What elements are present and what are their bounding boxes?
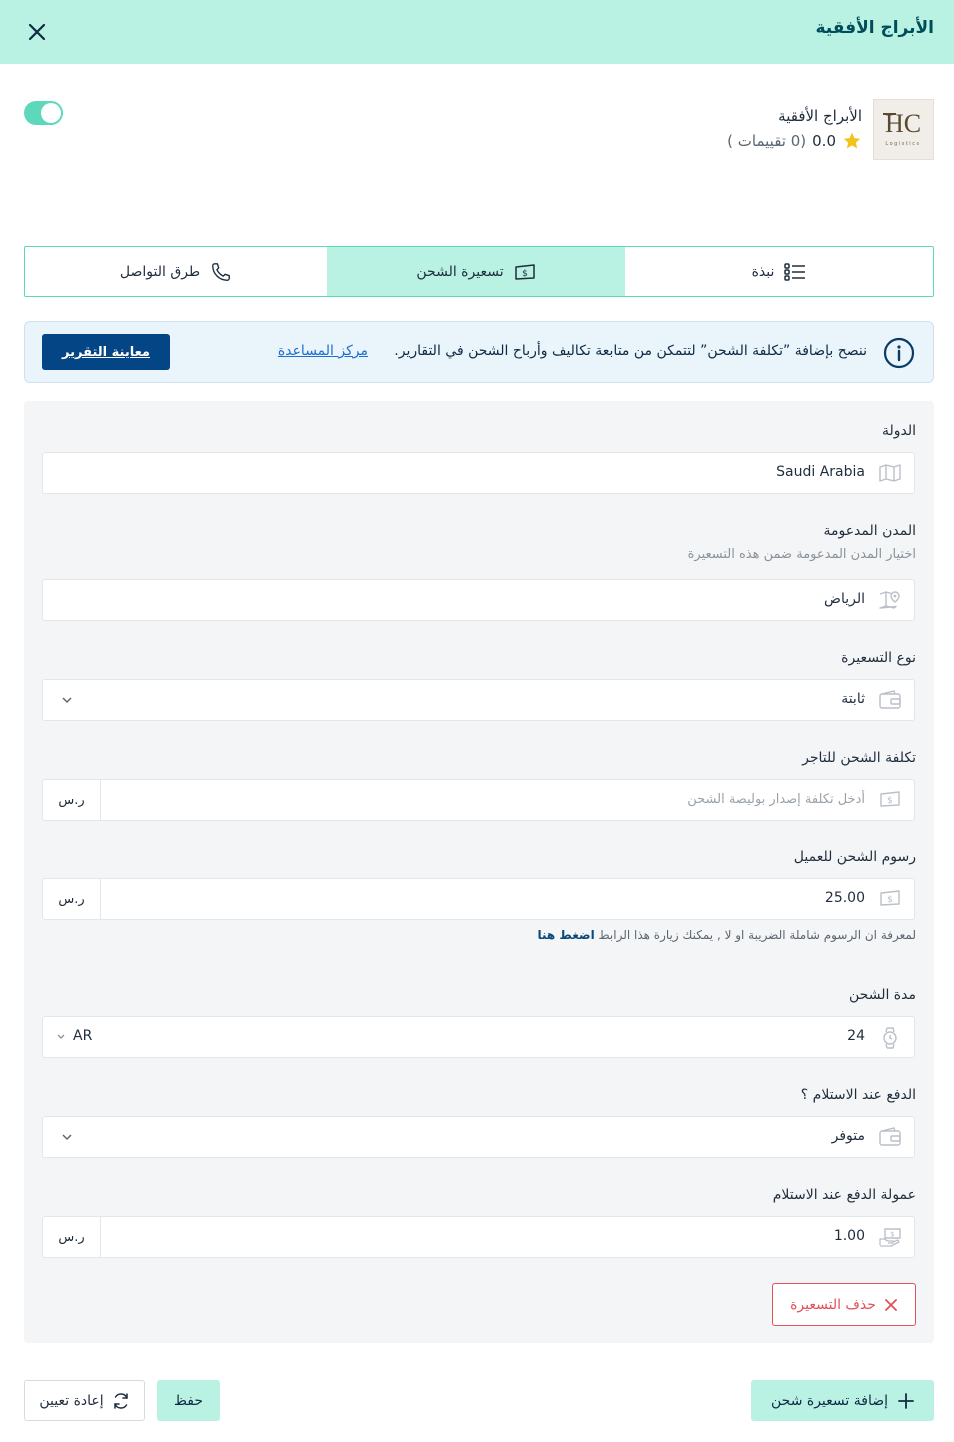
tax-note-link[interactable]: اضغط هنا — [537, 928, 595, 942]
wallet-icon — [879, 690, 901, 710]
wallet-icon — [879, 1127, 901, 1147]
pricing-type-select[interactable] — [42, 679, 915, 721]
customer-fee-input[interactable] — [42, 878, 915, 920]
modal-title: الأبراج الأفقية — [815, 18, 934, 38]
tab-about[interactable] — [625, 247, 933, 296]
cod-fee-label: عمولة الدفع عند الاستلام — [772, 1187, 916, 1203]
merchant-cost-label: تكلفة الشحن للتاجر — [802, 750, 916, 766]
cities-hint: اختيار المدن المدعومة ضمن هذه التسعيرة — [687, 547, 916, 562]
cod-fee-input[interactable] — [42, 1216, 915, 1258]
cod-fee-value: 1.00 — [833, 1228, 865, 1244]
cash-hand-icon — [879, 1227, 901, 1247]
svg-text:$: $ — [890, 1230, 895, 1239]
pricing-type-label: نوع التسعيرة — [841, 650, 916, 666]
svg-text:HC: HC — [884, 109, 922, 138]
add-shipping-pricing-button[interactable] — [751, 1380, 934, 1421]
rating-count: (0 تقييمات ) — [727, 132, 807, 150]
watch-icon — [879, 1027, 901, 1049]
money-icon — [879, 889, 901, 907]
cod-value: متوفر — [831, 1128, 865, 1144]
plus-icon — [898, 1393, 914, 1409]
cod-label: الدفع عند الاستلام ؟ — [800, 1087, 916, 1103]
duration-label: مدة الشحن — [849, 987, 916, 1003]
svg-text:$: $ — [887, 796, 893, 806]
save-button[interactable]: حفظ — [157, 1380, 220, 1421]
currency-suffix: ر.س — [43, 879, 101, 919]
cities-field[interactable] — [42, 579, 915, 621]
provider-enabled-toggle[interactable] — [24, 101, 63, 125]
toggle-knob — [41, 103, 61, 123]
duration-unit[interactable]: AR — [73, 1028, 93, 1044]
add-shipping-pricing-label: إضافة تسعيرة شحن — [771, 1392, 888, 1409]
currency-suffix: ر.س — [43, 1217, 101, 1257]
svg-text:$: $ — [887, 895, 893, 905]
pricing-type-value: ثابتة — [841, 691, 865, 707]
country-field[interactable] — [42, 452, 915, 494]
close-icon — [884, 1298, 898, 1312]
preview-report-button[interactable]: معاينة التقرير — [42, 334, 170, 370]
tab-about-label: نبذة — [751, 263, 775, 280]
map-icon — [879, 463, 901, 483]
star-icon — [842, 131, 862, 151]
close-icon — [24, 19, 50, 45]
map-pin-icon — [879, 590, 901, 610]
merchant-cost-input[interactable] — [42, 779, 915, 821]
svg-text:Logistics: Logistics — [885, 141, 921, 147]
refresh-icon — [112, 1392, 130, 1410]
country-label: الدولة — [881, 423, 916, 439]
tab-shipping-pricing-label: تسعيرة الشحن — [416, 263, 504, 280]
close-button[interactable] — [24, 19, 50, 45]
country-value: Saudi Arabia — [776, 464, 865, 480]
cities-label: المدن المدعومة — [823, 523, 916, 539]
banner-text: ننصح بإضافة ”تكلفة الشحن” لتتمكن من متابعة تكاليف وأرباح الشحن في التقارير. — [394, 343, 867, 359]
svg-text:$: $ — [521, 268, 528, 279]
cod-select[interactable] — [42, 1116, 915, 1158]
tab-contact-methods[interactable] — [25, 247, 327, 296]
tab-shipping-pricing[interactable] — [327, 247, 625, 296]
money-icon — [879, 790, 901, 808]
merchant-cost-placeholder: أدخل تكلفة إصدار بوليصة الشحن — [687, 792, 865, 807]
list-icon — [784, 262, 806, 282]
duration-value: 24 — [847, 1028, 865, 1044]
provider-logo — [873, 99, 934, 160]
customer-fee-label: رسوم الشحن للعميل — [793, 849, 916, 865]
chevron-down-icon — [61, 695, 73, 705]
duration-input[interactable] — [42, 1016, 915, 1058]
phone-icon — [210, 261, 232, 283]
provider-name: الأبراج الأفقية — [778, 107, 862, 125]
chevron-down-icon — [61, 1132, 73, 1142]
modal-header — [0, 0, 954, 64]
reset-button[interactable] — [24, 1380, 145, 1421]
money-icon — [514, 263, 536, 281]
delete-pricing-label: حذف التسعيرة — [790, 1296, 876, 1313]
provider-rating — [727, 131, 862, 151]
currency-suffix: ر.س — [43, 780, 101, 820]
customer-fee-value: 25.00 — [824, 890, 865, 906]
cities-value: الرياض — [824, 591, 865, 607]
delete-pricing-button[interactable] — [772, 1283, 916, 1326]
tax-note-text: لمعرفة ان الرسوم شاملة الضريبة او لا , يمكنك زيارة هذا الرابط — [598, 928, 916, 942]
chevron-down-icon — [56, 1032, 66, 1042]
tab-bar — [24, 246, 934, 297]
tax-note — [537, 928, 916, 942]
help-center-link[interactable]: مركز المساعدة — [277, 343, 368, 359]
rating-value: 0.0 — [812, 132, 836, 150]
tab-contact-methods-label: طرق التواصل — [119, 263, 201, 280]
info-icon — [883, 337, 915, 369]
reset-label: إعادة تعيين — [39, 1392, 104, 1409]
